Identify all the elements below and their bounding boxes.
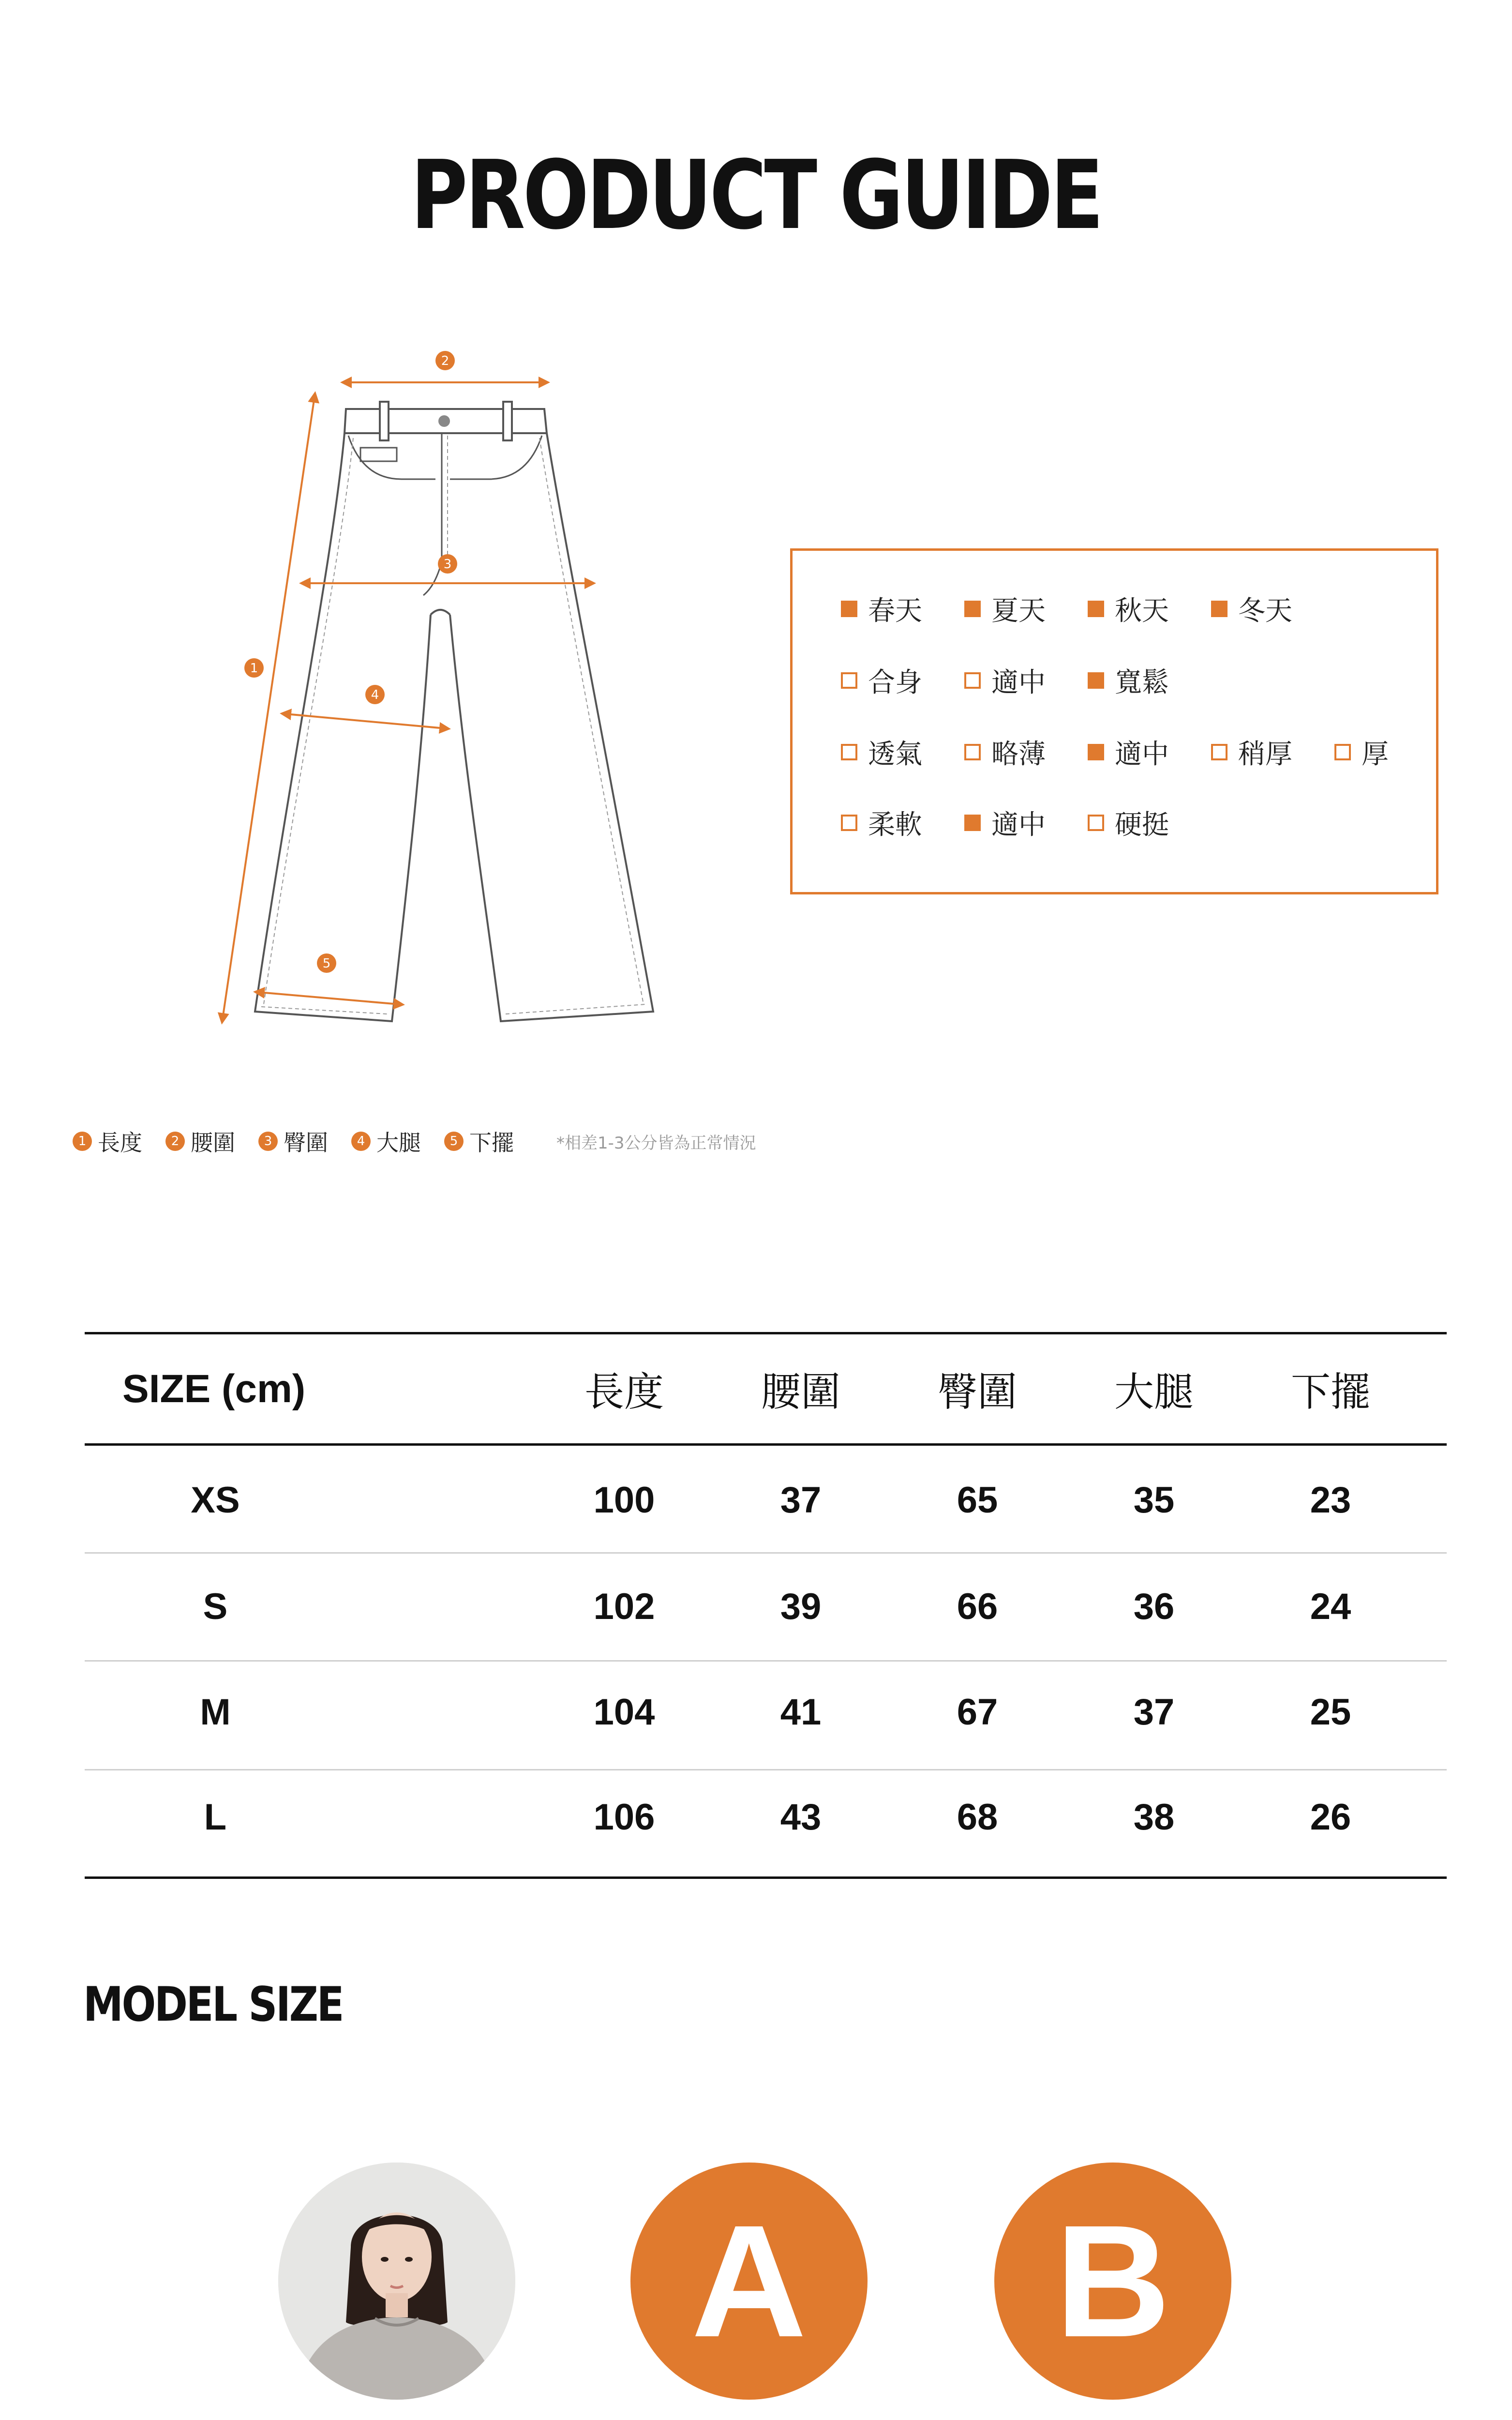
product-attributes-box	[790, 548, 1438, 894]
attr-item: 冬天	[1211, 590, 1292, 628]
header-hip: 臀圍	[937, 1369, 1017, 1415]
model-avatar-icon	[278, 2163, 515, 2400]
table-row: S 102 39 66 36 24	[203, 1586, 1351, 1627]
model-photo	[278, 2163, 515, 2400]
checked-square-icon	[964, 601, 981, 617]
pants-stitching	[261, 436, 646, 1014]
table-bottom-border	[85, 1876, 1447, 1879]
legend-item: 2 腰圍	[165, 1125, 235, 1157]
unchecked-square-icon	[1211, 744, 1228, 760]
attr-item: 柔軟	[841, 803, 922, 842]
pants-measurement-diagram	[208, 334, 668, 1060]
table-row: XS 100 37 65 35 23	[191, 1480, 1351, 1521]
unchecked-square-icon	[1088, 815, 1104, 831]
checked-square-icon	[1088, 744, 1104, 760]
unchecked-square-icon	[841, 744, 857, 760]
unchecked-square-icon	[964, 672, 981, 689]
pants-outline	[255, 402, 653, 1021]
model-card-a	[565, 2163, 933, 2420]
unchecked-square-icon	[964, 744, 981, 760]
svg-text:5: 5	[322, 956, 331, 971]
svg-text:2: 2	[441, 354, 449, 368]
model-card-b	[929, 2163, 1297, 2420]
svg-text:1: 1	[250, 661, 258, 676]
legend-item: 4 大腿	[351, 1125, 421, 1157]
header-hem: 下擺	[1290, 1369, 1370, 1415]
measure-hem-line	[259, 992, 399, 1004]
unchecked-square-icon	[841, 672, 857, 689]
attr-item: 合身	[841, 661, 922, 700]
measurement-legend	[73, 1127, 756, 1156]
table-row: M 104 41 67 37 25	[200, 1692, 1351, 1733]
model-size-title: MODEL SIZE	[83, 1977, 343, 2032]
svg-text:3: 3	[443, 557, 452, 572]
attr-item: 寬鬆	[1088, 661, 1169, 700]
legend-item: 5 下擺	[444, 1125, 514, 1157]
attr-item: 春天	[841, 590, 922, 628]
number-badge: 3	[258, 1132, 278, 1151]
table-header-row	[85, 1334, 1447, 1443]
model-card-pan	[213, 2163, 581, 2420]
attr-item: 透氣	[841, 733, 922, 771]
model-letter-badge: B	[994, 2163, 1231, 2400]
checked-square-icon	[1088, 672, 1104, 689]
tolerance-note: *相差1-3公分皆為正常情況	[556, 1133, 756, 1153]
measure-lines	[223, 382, 590, 1019]
attr-item: 秋天	[1088, 590, 1169, 628]
attr-item: 適中	[964, 661, 1046, 700]
unchecked-square-icon	[841, 815, 857, 831]
table-row: L 106 43 68 38 26	[204, 1797, 1351, 1838]
header-size: SIZE (cm)	[122, 1366, 306, 1411]
page-title: PRODUCT GUIDE	[410, 140, 1102, 251]
svg-text:4: 4	[371, 688, 379, 702]
attr-item: 稍厚	[1211, 733, 1292, 771]
attr-item: 夏天	[964, 590, 1046, 628]
header-waist: 腰圍	[761, 1369, 840, 1415]
checked-square-icon	[841, 601, 857, 617]
legend-item: 1 長度	[73, 1125, 142, 1157]
attr-item: 適中	[1088, 733, 1169, 771]
header-length: 長度	[584, 1369, 664, 1415]
checked-square-icon	[1088, 601, 1104, 617]
number-badge: 1	[73, 1132, 92, 1151]
model-letter-badge: A	[630, 2163, 868, 2400]
attr-item: 厚	[1334, 733, 1389, 771]
checked-square-icon	[964, 815, 981, 831]
header-thigh: 大腿	[1114, 1369, 1194, 1415]
attr-item: 硬挺	[1088, 803, 1169, 842]
number-badge: 5	[444, 1132, 464, 1151]
unchecked-square-icon	[1334, 744, 1351, 760]
legend-item: 3 臀圍	[258, 1125, 328, 1157]
number-badge: 4	[351, 1132, 371, 1151]
number-badge: 2	[165, 1132, 185, 1151]
attr-item: 略薄	[964, 733, 1046, 771]
attr-item: 適中	[964, 803, 1046, 842]
checked-square-icon	[1211, 601, 1228, 617]
